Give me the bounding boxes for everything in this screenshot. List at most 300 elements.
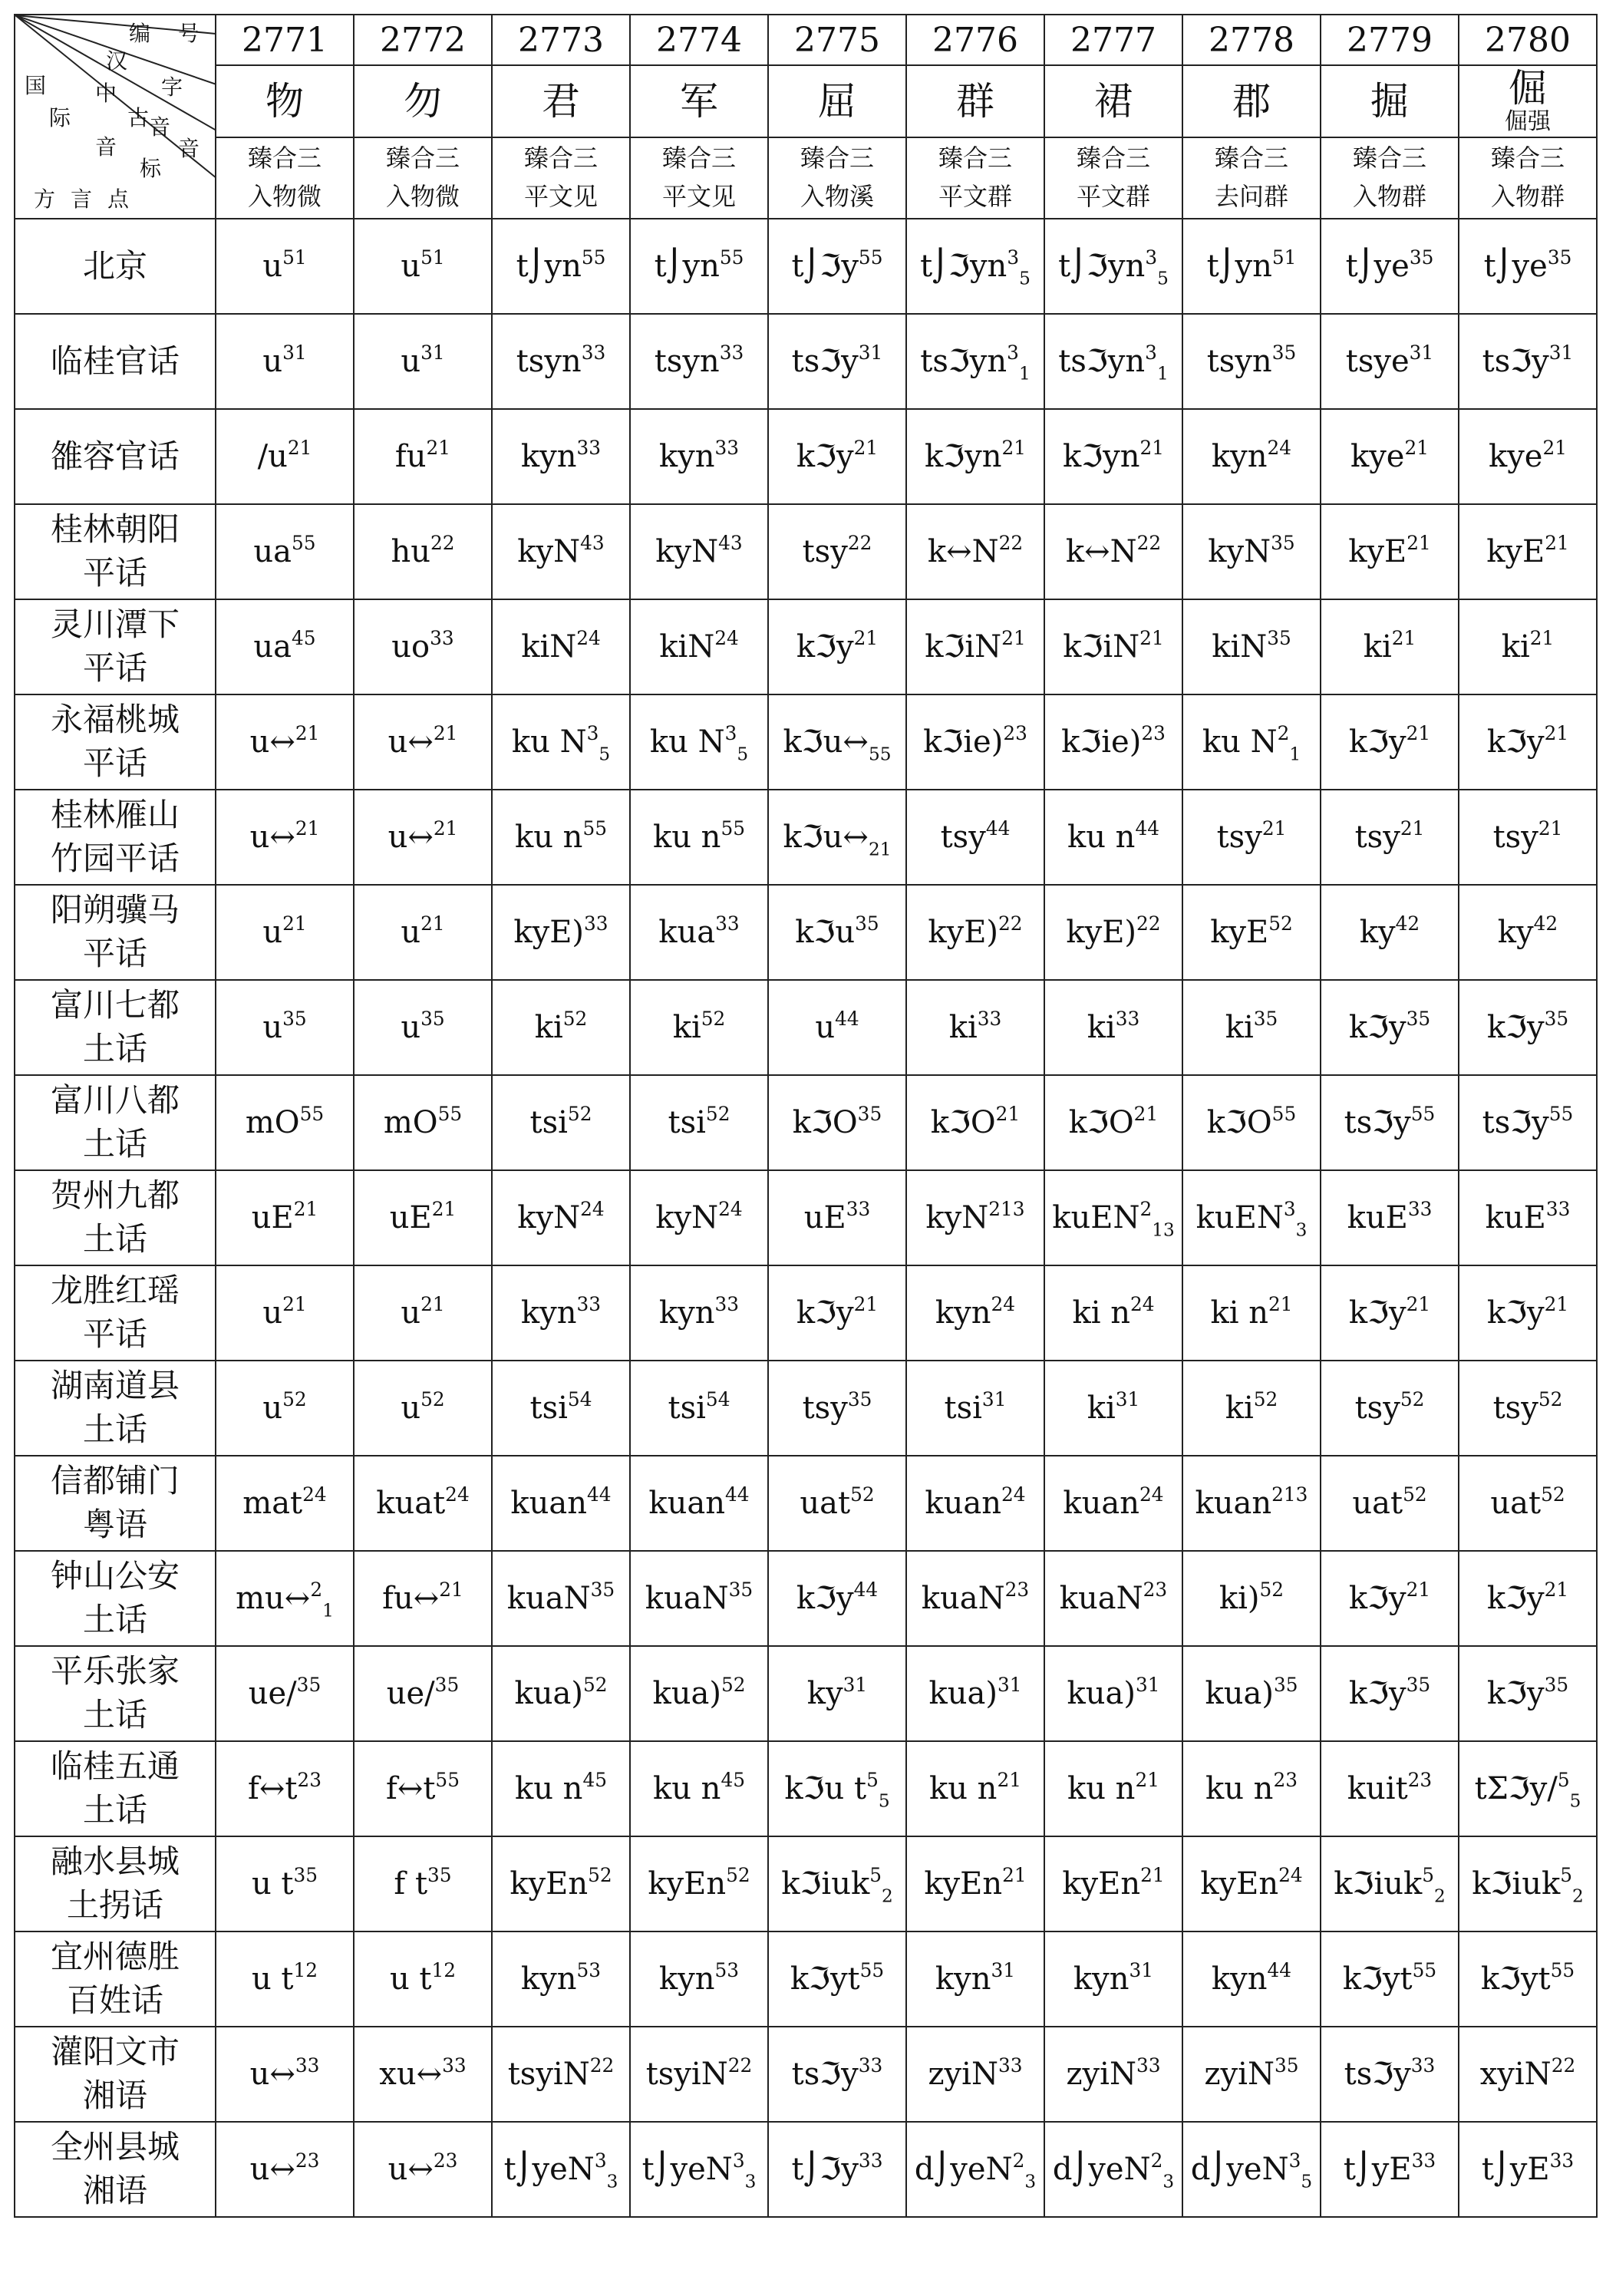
tone-value: 33 xyxy=(846,1197,871,1220)
dialect-location-line: 湖南道县 xyxy=(50,1367,180,1405)
tone-value: 55 xyxy=(721,816,746,840)
middle-chinese-tone-initial: 平文见 xyxy=(661,182,736,211)
pronunciation-cell xyxy=(1182,1646,1321,1741)
dialect-location xyxy=(15,1646,216,1741)
tone-value: 21 xyxy=(1001,626,1026,649)
dialect-location-line: 土话 xyxy=(82,1696,147,1734)
pronunciation-cell xyxy=(906,1931,1044,2027)
dialect-location xyxy=(15,1741,216,1836)
pronunciation-cell xyxy=(492,219,630,314)
tone-value: 2 xyxy=(1277,721,1290,744)
tone-value: 5 xyxy=(1560,1863,1572,1886)
tone-value: 52 xyxy=(582,1673,608,1696)
dialect-location-line: 平话 xyxy=(82,935,147,972)
column-character xyxy=(1182,65,1321,137)
table-row xyxy=(15,790,1597,885)
pronunciation-cell xyxy=(906,790,1044,885)
pronunciation-cell xyxy=(906,1741,1044,1836)
pronunciation-cell xyxy=(768,1646,906,1741)
tone-value: 33 xyxy=(998,2054,1023,2077)
middle-chinese-tone-initial: 入物微 xyxy=(385,182,460,211)
corner-label-biao: 标 xyxy=(140,156,162,181)
pronunciation-cell xyxy=(906,314,1044,409)
middle-chinese-category xyxy=(768,137,906,219)
tone-value: 35 xyxy=(427,1863,452,1886)
pronunciation-cell xyxy=(216,694,354,790)
pronunciation-cell xyxy=(1321,2027,1459,2122)
tone-value: 22 xyxy=(430,531,455,554)
pronunciation-text: f↔t xyxy=(386,1771,436,1806)
pronunciation-cell xyxy=(492,694,630,790)
pronunciation-cell xyxy=(492,1836,630,1931)
tone-value: 52 xyxy=(726,1863,750,1886)
pronunciation-cell xyxy=(216,790,354,885)
table-row xyxy=(15,1646,1597,1741)
pronunciation-text: ky xyxy=(1497,915,1534,950)
tone-value: 23 xyxy=(1273,1768,1298,1791)
column-number: 2780 xyxy=(1459,15,1597,65)
pronunciation-text: ku n xyxy=(1067,1771,1136,1806)
tone-value: 21 xyxy=(853,626,879,649)
tone-value: 12 xyxy=(293,1958,318,1981)
tone-value: 3 xyxy=(586,721,599,744)
corner-label-bian: 编 xyxy=(129,21,151,46)
pronunciation-text: k↔N xyxy=(1065,534,1137,569)
pronunciation-text: kiN xyxy=(1212,629,1268,665)
pronunciation-text: tsℑy xyxy=(791,2057,859,2092)
pronunciation-text: kℑy xyxy=(1348,1581,1406,1616)
pronunciation-text: tsy xyxy=(1354,820,1400,855)
middle-chinese-rhyme: 臻合三 xyxy=(1490,144,1565,173)
pronunciation-text: kyn xyxy=(658,1295,715,1331)
pronunciation-text: kℑy xyxy=(1348,1295,1406,1331)
tone-value: 2 xyxy=(1139,1197,1153,1220)
pronunciation-text: kua) xyxy=(652,1676,721,1711)
tone-value: 21 xyxy=(1406,1578,1431,1601)
dialect-location-line: 湘语 xyxy=(82,2172,147,2209)
corner-label-guo: 国 xyxy=(25,73,47,98)
pronunciation-cell xyxy=(906,885,1044,980)
pronunciation-cell xyxy=(1044,504,1182,599)
middle-chinese-rhyme: 臻合三 xyxy=(1214,144,1288,173)
tone-value: 52 xyxy=(420,1387,445,1410)
pronunciation-cell xyxy=(354,2122,492,2217)
pronunciation-text: mO xyxy=(383,1105,438,1140)
pronunciation-text: uE xyxy=(389,1200,432,1235)
tone-value: 21 xyxy=(1406,531,1431,554)
tone-value: 21 xyxy=(282,1292,307,1315)
pronunciation-cell xyxy=(1182,694,1321,790)
dialect-pronunciation-table xyxy=(14,14,1598,2218)
pronunciation-cell xyxy=(1321,2122,1459,2217)
pronunciation-text: kyn xyxy=(520,439,577,474)
tone-value: 33 xyxy=(714,436,740,459)
tone-value: 35 xyxy=(1273,1673,1298,1696)
pronunciation-text: d⌡yeN xyxy=(1190,2152,1289,2187)
column-number: 2771 xyxy=(216,15,354,65)
pronunciation-text: kuan xyxy=(648,1486,726,1521)
tone-value: 21 xyxy=(1139,626,1164,649)
tone-value: 3 xyxy=(1007,341,1019,364)
pronunciation-cell xyxy=(1044,2027,1182,2122)
tone-value: 51 xyxy=(282,246,307,269)
pronunciation-text: uE xyxy=(251,1200,294,1235)
pronunciation-cell xyxy=(906,1265,1044,1361)
middle-chinese-tone-initial: 平文群 xyxy=(1076,182,1150,211)
tone-value: 21 xyxy=(1544,1578,1569,1601)
pronunciation-cell xyxy=(768,1075,906,1170)
pronunciation-text: ki xyxy=(1087,1390,1116,1426)
pronunciation-text: hu xyxy=(391,534,430,569)
pronunciation-cell xyxy=(630,504,768,599)
dialect-location-line: 全州县城 xyxy=(50,2128,180,2166)
middle-chinese-rhyme: 臻合三 xyxy=(1352,144,1426,173)
tone-value-continued: 5 xyxy=(737,744,749,765)
pronunciation-text: u↔ xyxy=(387,820,434,855)
table-row xyxy=(15,1170,1597,1265)
dialect-location xyxy=(15,1836,216,1931)
pronunciation-text: kuaN xyxy=(1059,1581,1143,1616)
pronunciation-text: u xyxy=(401,1295,421,1331)
tone-value: 52 xyxy=(721,1673,746,1696)
corner-label-yan: 言 xyxy=(71,186,93,212)
pronunciation-cell xyxy=(1459,980,1597,1075)
tone-value: 55 xyxy=(581,246,606,269)
middle-chinese-category xyxy=(1321,137,1459,219)
tone-value: 21 xyxy=(1406,721,1431,744)
pronunciation-cell xyxy=(906,599,1044,694)
tone-value: 42 xyxy=(1533,912,1558,935)
pronunciation-text: kℑyt xyxy=(1480,1961,1551,1997)
pronunciation-cell xyxy=(906,1361,1044,1456)
tone-value: 31 xyxy=(420,341,445,364)
pronunciation-cell xyxy=(354,504,492,599)
column-character xyxy=(216,65,354,137)
pronunciation-cell xyxy=(630,1075,768,1170)
pronunciation-text: tsyn xyxy=(654,344,720,379)
pronunciation-cell xyxy=(630,1265,768,1361)
tone-value: 22 xyxy=(1136,531,1162,554)
pronunciation-text: kyn xyxy=(935,1295,991,1331)
dialect-location-line: 融水县城 xyxy=(50,1842,180,1881)
pronunciation-cell xyxy=(1044,1551,1182,1646)
tone-value: 22 xyxy=(847,531,872,554)
pronunciation-cell xyxy=(1182,409,1321,504)
tone-value: 54 xyxy=(705,1387,730,1410)
tone-value: 52 xyxy=(701,1007,726,1030)
tone-value: 21 xyxy=(295,721,320,744)
pronunciation-cell xyxy=(492,1075,630,1170)
pronunciation-cell xyxy=(1321,980,1459,1075)
dialect-location xyxy=(15,790,216,885)
pronunciation-text: kℑiuk xyxy=(1472,1866,1561,1902)
middle-chinese-rhyme: 臻合三 xyxy=(938,144,1012,173)
tone-value: 3 xyxy=(1145,246,1158,269)
pronunciation-text: kℑu↔ xyxy=(783,724,869,760)
pronunciation-text: ki n xyxy=(1210,1295,1268,1331)
pronunciation-cell xyxy=(1044,409,1182,504)
dialect-location xyxy=(15,980,216,1075)
pronunciation-cell xyxy=(354,1646,492,1741)
pronunciation-cell xyxy=(1044,980,1182,1075)
tone-value: 55 xyxy=(1550,1958,1575,1981)
pronunciation-text: u xyxy=(815,1010,836,1045)
tone-value: 55 xyxy=(1412,1958,1437,1981)
tone-value: 21 xyxy=(1268,1292,1293,1315)
dialect-location-line: 桂林雁山 xyxy=(50,796,180,834)
pronunciation-text: kyn xyxy=(935,1961,991,1997)
pronunciation-text: tsi xyxy=(668,1105,706,1140)
pronunciation-text: kuit xyxy=(1347,1771,1408,1806)
pronunciation-cell xyxy=(1182,885,1321,980)
tone-value-continued: 5 xyxy=(1019,268,1031,289)
tone-value: 35 xyxy=(1544,1007,1569,1030)
middle-chinese-category xyxy=(354,137,492,219)
character-glyph: 裙 xyxy=(1094,78,1133,124)
tone-value: 33 xyxy=(442,2054,467,2077)
pronunciation-cell xyxy=(1459,1741,1597,1836)
pronunciation-text: tsye xyxy=(1345,344,1410,379)
dialect-location-line: 阳朔骥马 xyxy=(50,891,180,929)
pronunciation-cell xyxy=(1321,790,1459,885)
pronunciation-cell xyxy=(492,1361,630,1456)
tone-value: 22 xyxy=(998,912,1023,935)
corner-label-zi: 字 xyxy=(161,74,183,100)
pronunciation-text: kℑy xyxy=(796,1581,854,1616)
tone-value: 35 xyxy=(293,1863,318,1886)
dialect-location-line: 土话 xyxy=(82,1220,147,1258)
tone-value: 33 xyxy=(1115,1007,1140,1030)
tone-value: 52 xyxy=(850,1483,875,1506)
pronunciation-text: kℑiuk xyxy=(1334,1866,1423,1902)
pronunciation-cell xyxy=(906,1075,1044,1170)
pronunciation-text: ki xyxy=(948,1010,978,1045)
tone-value: 5 xyxy=(866,1768,879,1791)
pronunciation-text: ku N xyxy=(511,724,587,760)
tone-value-continued: 3 xyxy=(1295,1219,1308,1241)
tone-value: 44 xyxy=(835,1007,859,1030)
pronunciation-cell xyxy=(630,2122,768,2217)
tone-value: 21 xyxy=(295,816,320,840)
tone-value: 21 xyxy=(1001,436,1027,459)
pronunciation-cell xyxy=(1459,1931,1597,2027)
corner-label-yin-b: 音 xyxy=(178,136,200,161)
tone-value: 52 xyxy=(567,1102,592,1125)
pronunciation-text: ki) xyxy=(1219,1581,1260,1616)
dialect-location-line: 土话 xyxy=(82,1030,147,1067)
column-number: 2775 xyxy=(768,15,906,65)
pronunciation-text: tsy xyxy=(1492,820,1538,855)
pronunciation-text: kua) xyxy=(514,1676,583,1711)
pronunciation-cell xyxy=(768,504,906,599)
pronunciation-cell xyxy=(216,1170,354,1265)
tone-value: 21 xyxy=(431,1197,457,1220)
middle-chinese-rhyme: 臻合三 xyxy=(800,144,874,173)
tone-value-continued: 55 xyxy=(868,744,892,765)
pronunciation-cell xyxy=(630,599,768,694)
tone-value: 33 xyxy=(584,912,608,935)
tone-value: 21 xyxy=(1538,816,1563,840)
pronunciation-cell xyxy=(768,1170,906,1265)
tone-value: 24 xyxy=(718,1197,743,1220)
tone-value: 21 xyxy=(439,1578,463,1601)
pronunciation-text: t⌡yE xyxy=(1343,2152,1412,2187)
pronunciation-text: kyN xyxy=(517,534,581,569)
pronunciation-text: kyEn xyxy=(1062,1866,1141,1902)
pronunciation-cell xyxy=(1459,1456,1597,1551)
pronunciation-cell xyxy=(1459,1836,1597,1931)
pronunciation-cell xyxy=(354,314,492,409)
middle-chinese-tone-initial: 入物溪 xyxy=(800,182,874,211)
pronunciation-cell xyxy=(354,694,492,790)
pronunciation-cell xyxy=(1321,885,1459,980)
tone-value: 35 xyxy=(420,1007,445,1030)
tone-value: 33 xyxy=(715,912,740,935)
tone-value: 52 xyxy=(562,1007,588,1030)
pronunciation-cell xyxy=(492,2027,630,2122)
pronunciation-cell xyxy=(630,409,768,504)
pronunciation-text: kiN xyxy=(659,629,715,665)
pronunciation-text: u xyxy=(401,915,421,950)
column-number: 2779 xyxy=(1321,15,1459,65)
pronunciation-text: kuaN xyxy=(506,1581,591,1616)
pronunciation-text: ku n xyxy=(514,820,583,855)
tone-value: 21 xyxy=(1261,816,1287,840)
pronunciation-cell xyxy=(1182,1551,1321,1646)
tone-value: 23 xyxy=(433,2149,458,2172)
tone-value: 35 xyxy=(296,1673,322,1696)
tone-value-continued: 5 xyxy=(599,744,611,765)
tone-value: 33 xyxy=(858,2149,883,2172)
pronunciation-text: tsℑy xyxy=(791,344,859,379)
pronunciation-cell xyxy=(630,1741,768,1836)
pronunciation-text: f↔t xyxy=(248,1771,298,1806)
tone-value: 21 xyxy=(433,721,458,744)
pronunciation-text: k↔N xyxy=(927,534,999,569)
pronunciation-text: t⌡ℑyn xyxy=(1058,249,1146,284)
pronunciation-text: kua) xyxy=(928,1676,998,1711)
pronunciation-text: kℑy xyxy=(1486,1010,1545,1045)
tone-value: 55 xyxy=(437,1102,463,1125)
pronunciation-text: u xyxy=(401,1390,421,1426)
pronunciation-text: kℑO xyxy=(930,1105,996,1140)
pronunciation-text: xu↔ xyxy=(379,2057,443,2092)
pronunciation-cell xyxy=(768,219,906,314)
column-number: 2772 xyxy=(354,15,492,65)
pronunciation-cell xyxy=(906,2027,1044,2122)
pronunciation-cell xyxy=(1182,1456,1321,1551)
header-row-numbers xyxy=(15,15,1597,65)
pronunciation-cell xyxy=(768,790,906,885)
dialect-location-line: 临桂五通 xyxy=(50,1747,180,1786)
pronunciation-cell xyxy=(492,599,630,694)
tone-value: 22 xyxy=(1136,912,1161,935)
tone-value: 21 xyxy=(1545,531,1569,554)
tone-value-continued: 5 xyxy=(878,1790,890,1812)
pronunciation-cell xyxy=(906,694,1044,790)
pronunciation-cell xyxy=(216,1265,354,1361)
tone-value: 51 xyxy=(1271,246,1297,269)
pronunciation-cell xyxy=(1459,314,1597,409)
pronunciation-cell xyxy=(630,219,768,314)
pronunciation-cell xyxy=(1459,885,1597,980)
pronunciation-text: tΣℑy/ xyxy=(1474,1771,1558,1806)
dialect-table-page xyxy=(14,14,1598,2218)
dialect-location xyxy=(15,409,216,504)
pronunciation-text: tsℑy xyxy=(1482,344,1549,379)
pronunciation-text: kℑy xyxy=(796,629,854,665)
tone-value-continued: 3 xyxy=(606,2171,618,2192)
tone-value: 21 xyxy=(1139,436,1165,459)
dialect-location-line: 永福桃城 xyxy=(50,701,180,739)
tone-value: 45 xyxy=(582,1768,608,1791)
dialect-location-line: 土话 xyxy=(82,1601,147,1638)
pronunciation-cell xyxy=(354,1551,492,1646)
dialect-location xyxy=(15,504,216,599)
middle-chinese-rhyme: 臻合三 xyxy=(385,144,460,173)
pronunciation-text: u xyxy=(401,1010,421,1045)
table-row xyxy=(15,219,1597,314)
pronunciation-text: kℑie) xyxy=(1061,724,1142,760)
pronunciation-cell xyxy=(1459,2122,1597,2217)
pronunciation-cell xyxy=(630,1931,768,2027)
pronunciation-text: u xyxy=(262,915,283,950)
pronunciation-text: t⌡ℑy xyxy=(791,2152,859,2187)
pronunciation-text: ku n xyxy=(1205,1771,1274,1806)
pronunciation-cell xyxy=(1182,1265,1321,1361)
pronunciation-text: t⌡ℑy xyxy=(791,249,859,284)
pronunciation-cell xyxy=(1182,1075,1321,1170)
tone-value: 21 xyxy=(433,816,458,840)
tone-value: 33 xyxy=(295,2054,320,2077)
pronunciation-text: tsi xyxy=(668,1390,706,1426)
pronunciation-text: uat xyxy=(1352,1486,1403,1521)
table-row xyxy=(15,1265,1597,1361)
pronunciation-text: kyN xyxy=(655,534,719,569)
tone-value: 55 xyxy=(859,1958,885,1981)
pronunciation-text: mO xyxy=(245,1105,300,1140)
tone-value: 55 xyxy=(1410,1102,1436,1125)
pronunciation-cell xyxy=(1321,599,1459,694)
pronunciation-text: ki xyxy=(1225,1390,1254,1426)
tone-value: 21 xyxy=(1404,436,1430,459)
pronunciation-cell xyxy=(906,1170,1044,1265)
tone-value-continued: 1 xyxy=(1156,363,1169,384)
pronunciation-text: tsℑy xyxy=(1344,2057,1411,2092)
tone-value: 55 xyxy=(858,246,883,269)
pronunciation-cell xyxy=(1182,1170,1321,1265)
pronunciation-text: u xyxy=(401,249,421,284)
pronunciation-cell xyxy=(216,1836,354,1931)
column-character xyxy=(906,65,1044,137)
tone-value: 2 xyxy=(1150,2149,1163,2172)
pronunciation-text: t⌡yn xyxy=(1206,249,1272,284)
pronunciation-text: kyn xyxy=(520,1295,577,1331)
dialect-location-line: 土话 xyxy=(82,1125,147,1163)
tone-value: 21 xyxy=(1133,1102,1159,1125)
pronunciation-cell xyxy=(354,790,492,885)
tone-value: 52 xyxy=(282,1387,307,1410)
tone-value: 52 xyxy=(588,1863,612,1886)
pronunciation-cell xyxy=(354,1836,492,1931)
tone-value: 23 xyxy=(1407,1768,1433,1791)
pronunciation-cell xyxy=(768,1931,906,2027)
tone-value: 44 xyxy=(725,1483,750,1506)
dialect-location-line: 平话 xyxy=(82,744,147,782)
pronunciation-text: kℑiN xyxy=(925,629,1002,665)
middle-chinese-category xyxy=(1182,137,1321,219)
pronunciation-text: tsy xyxy=(802,534,848,569)
